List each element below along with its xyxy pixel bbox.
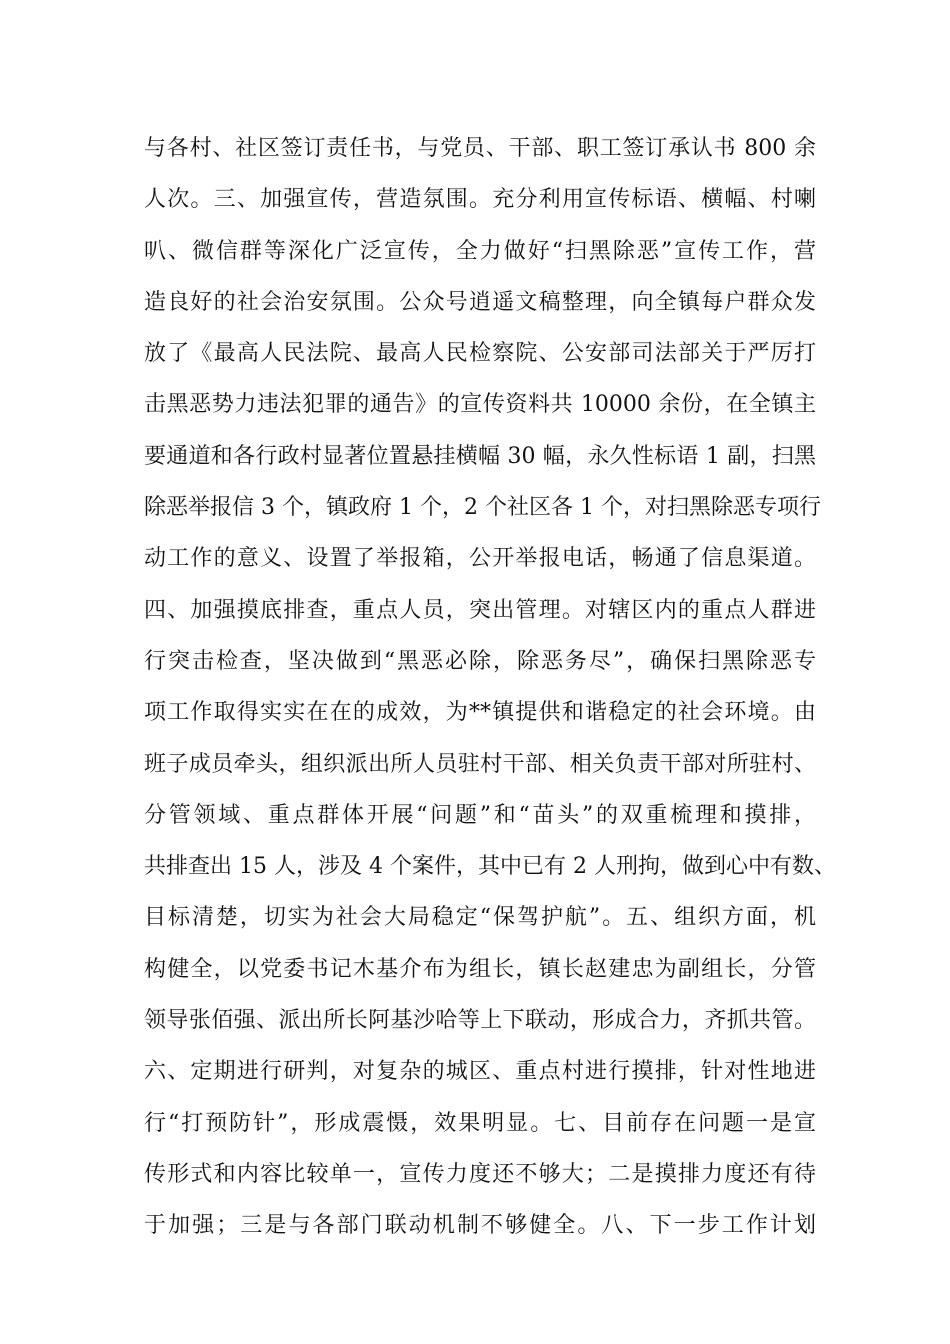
text-line: 四、加强摸底排查，重点人员，突出管理。对辖区内的重点人群进 [144,597,816,623]
text-line: 传形式和内容比较单一，宣传力度还不够大；二是摸排力度还有待 [144,1161,816,1187]
text-line: 于加强；三是与各部门联动机制不够健全。八、下一步工作计划 [144,1213,816,1239]
text-line: 六、定期进行研判，对复杂的城区、重点村进行摸排，针对性地进 [144,1059,816,1085]
text-line: 除恶举报信 3 个，镇政府 1 个，2 个社区各 1 个，对扫黑除恶专项行 [144,495,821,521]
text-line: 构健全，以党委书记木基介布为组长，镇长赵建忠为副组长，分管 [144,956,816,982]
text-line: 放了《最高人民法院、最高人民检察院、公安部司法部关于严厉打 [144,341,816,367]
text-line: 班子成员牵头，组织派出所人员驻村干部、相关负责干部对所驻村、 [144,751,816,777]
text-line: 要通道和各行政村显著位置悬挂横幅 30 幅，永久性标语 1 副，扫黑 [144,443,816,469]
text-line: 目标清楚，切实为社会大局稳定“保驾护航”。五、组织方面，机 [144,905,816,931]
text-line: 分管领域、重点群体开展“问题”和“苗头”的双重梳理和摸排， [144,802,816,828]
text-line: 人次。三、加强宣传，营造氛围。充分利用宣传标语、横幅、村喇 [144,187,816,213]
text-line: 与各村、社区签订责任书，与党员、干部、职工签订承认书 800 余 [144,136,816,161]
text-line: 行突击检查，坚决做到“黑恶必除，除恶务尽”，确保扫黑除恶专 [144,648,816,674]
text-line: 叭、微信群等深化广泛宣传，全力做好“扫黑除恶”宣传工作，营 [144,238,816,264]
text-line: 行“打预防针”，形成震慑，效果明显。七、目前存在问题一是宣 [144,1110,816,1136]
body-text [144,123,836,1252]
text-line: 共排查出 15 人，涉及 4 个案件，其中已有 2 人刑拘，做到心中有数、 [144,854,836,880]
text-line: 领导张佰强、派出所长阿基沙哈等上下联动，形成合力，齐抓共管。 [144,1008,816,1034]
text-line: 造良好的社会治安氛围。公众号逍遥文稿整理，向全镇每户群众发 [144,289,816,315]
text-line: 击黑恶势力违法犯罪的通告》的宣传资料共 10000 余份，在全镇主 [144,392,816,418]
text-line: 动工作的意义、设置了举报箱，公开举报电话，畅通了信息渠道。 [144,546,816,572]
text-line: 项工作取得实实在在的成效，为**镇提供和谐稳定的社会环境。由 [144,700,816,726]
